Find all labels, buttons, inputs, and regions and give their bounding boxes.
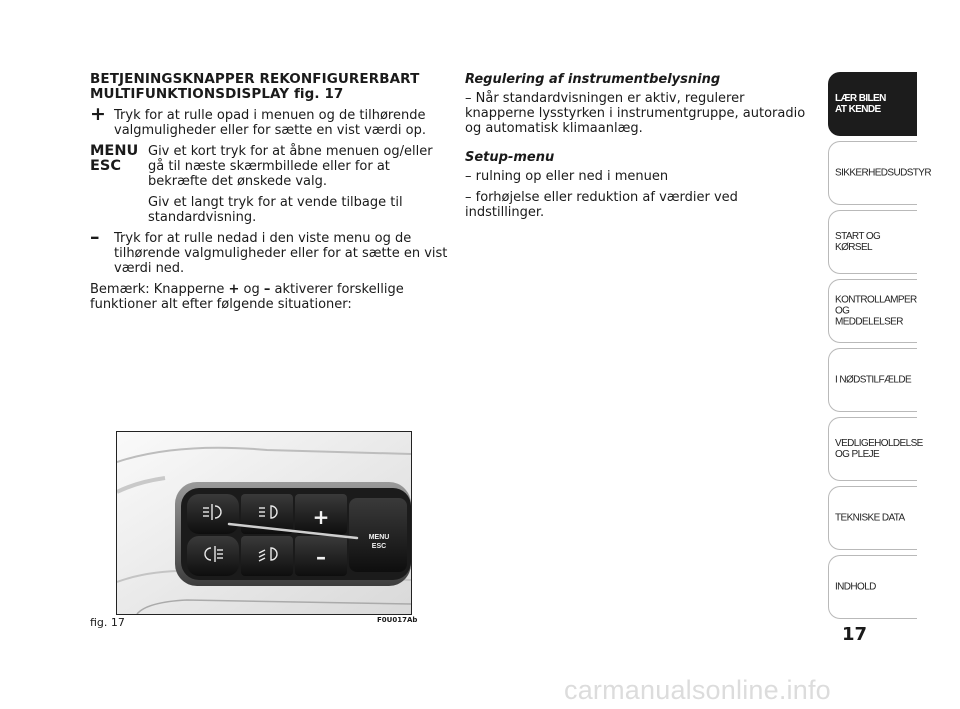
plus-text: Tryk for at rulle opad i menuen og de tilhørende valgmuligheder eller for sætte en vist værdi op. [114, 108, 427, 138]
tab-sikkerhedsudstyr[interactable] [828, 141, 931, 205]
menu-esc-symbol [90, 144, 138, 174]
plus-button-label: + [312, 505, 330, 529]
plus-description [90, 103, 450, 138]
menu-esc-description [90, 144, 450, 225]
button-panel-figure [116, 431, 412, 615]
section-heading: BETJENINGSKNAPPER REKONFIGURERBART MULTIFUNKTIONSDISPLAY fig. 17 [90, 71, 420, 102]
menu-word: MENU [90, 143, 139, 159]
tab-tekniske-data[interactable] [828, 486, 917, 550]
tab-vedligeholdelse[interactable] [828, 417, 923, 481]
chapter-tabs [828, 72, 931, 624]
right-column [465, 72, 815, 226]
tab-kontrollamper[interactable] [828, 279, 917, 343]
left-column [90, 72, 450, 312]
minus-button-label: – [316, 545, 326, 569]
menu-long-press-text: Giv et langt tryk for at vende tilbage til standardvisning. [148, 195, 403, 225]
menu-button-label: MENU [368, 534, 390, 541]
tab-laer-bilen-at-kende[interactable] [828, 72, 917, 136]
minus-symbol: – [90, 226, 100, 248]
tab-i-nodstilfaelde[interactable] [828, 348, 917, 412]
minus-text: Tryk for at rulle nedad i den viste menu og de tilhørende valgmuligheder eller for at sætte en vist værdi ned. [114, 231, 448, 276]
fog-light-rear-button [187, 536, 239, 576]
fog-light-front-button [187, 494, 239, 534]
tab-label: INDHOLD [835, 581, 876, 593]
tab-indhold[interactable] [828, 555, 917, 619]
note-plus: + [228, 282, 240, 297]
note-paragraph: Bemærk: Knapperne + og – aktiverer forskellige funktioner alt efter følgende situationer: [90, 282, 404, 312]
button-panel-illustration [117, 432, 411, 614]
setup-text-2: – forhøjelse eller reduktion af værdier ved indstillinger. [465, 190, 738, 220]
subheading-lighting: Regulering af instrumentbelysning [465, 72, 721, 87]
menu-short-press-text: Giv et kort tryk for at åbne menuen og/eller gå til næste skærmbillede eller for at bekræfte det ønskede valg. [148, 144, 433, 189]
tab-label: VEDLIGEHOLDELSE OG PLEJE [835, 438, 923, 460]
note-minus: – [263, 282, 271, 297]
plus-symbol: + [90, 103, 106, 125]
headlight-down-button [241, 536, 293, 576]
tab-label: START OG KØRSEL [835, 231, 881, 253]
esc-word: ESC [90, 158, 121, 174]
minus-description [90, 226, 450, 276]
tab-start-og-korsel[interactable] [828, 210, 917, 274]
figure-code: F0U017Ab [377, 616, 418, 624]
tab-label: TEKNISKE DATA [835, 512, 905, 524]
lighting-text: – Når standardvisningen er aktiv, regulerer knapperne lysstyrken i instrumentgruppe, autoradio og automatisk klimaanlæg. [465, 91, 806, 136]
tab-label: KONTROLLAMPER OG MEDDELELSER [835, 294, 917, 328]
tab-label: I NØDSTILFÆLDE [835, 374, 912, 386]
esc-button-label: ESC [371, 543, 387, 550]
subheading-setup: Setup-menu [465, 150, 555, 165]
page-number: 17 [842, 624, 868, 645]
tab-label: SIKKERHEDSUDSTYR [835, 167, 931, 179]
tab-label: LÆR BILEN AT KENDE [835, 93, 886, 115]
figure-caption: fig. 17 [90, 616, 125, 629]
watermark: carmanualsonline.info [564, 675, 831, 705]
setup-text-1: – rulning op eller ned i menuen [465, 169, 669, 184]
